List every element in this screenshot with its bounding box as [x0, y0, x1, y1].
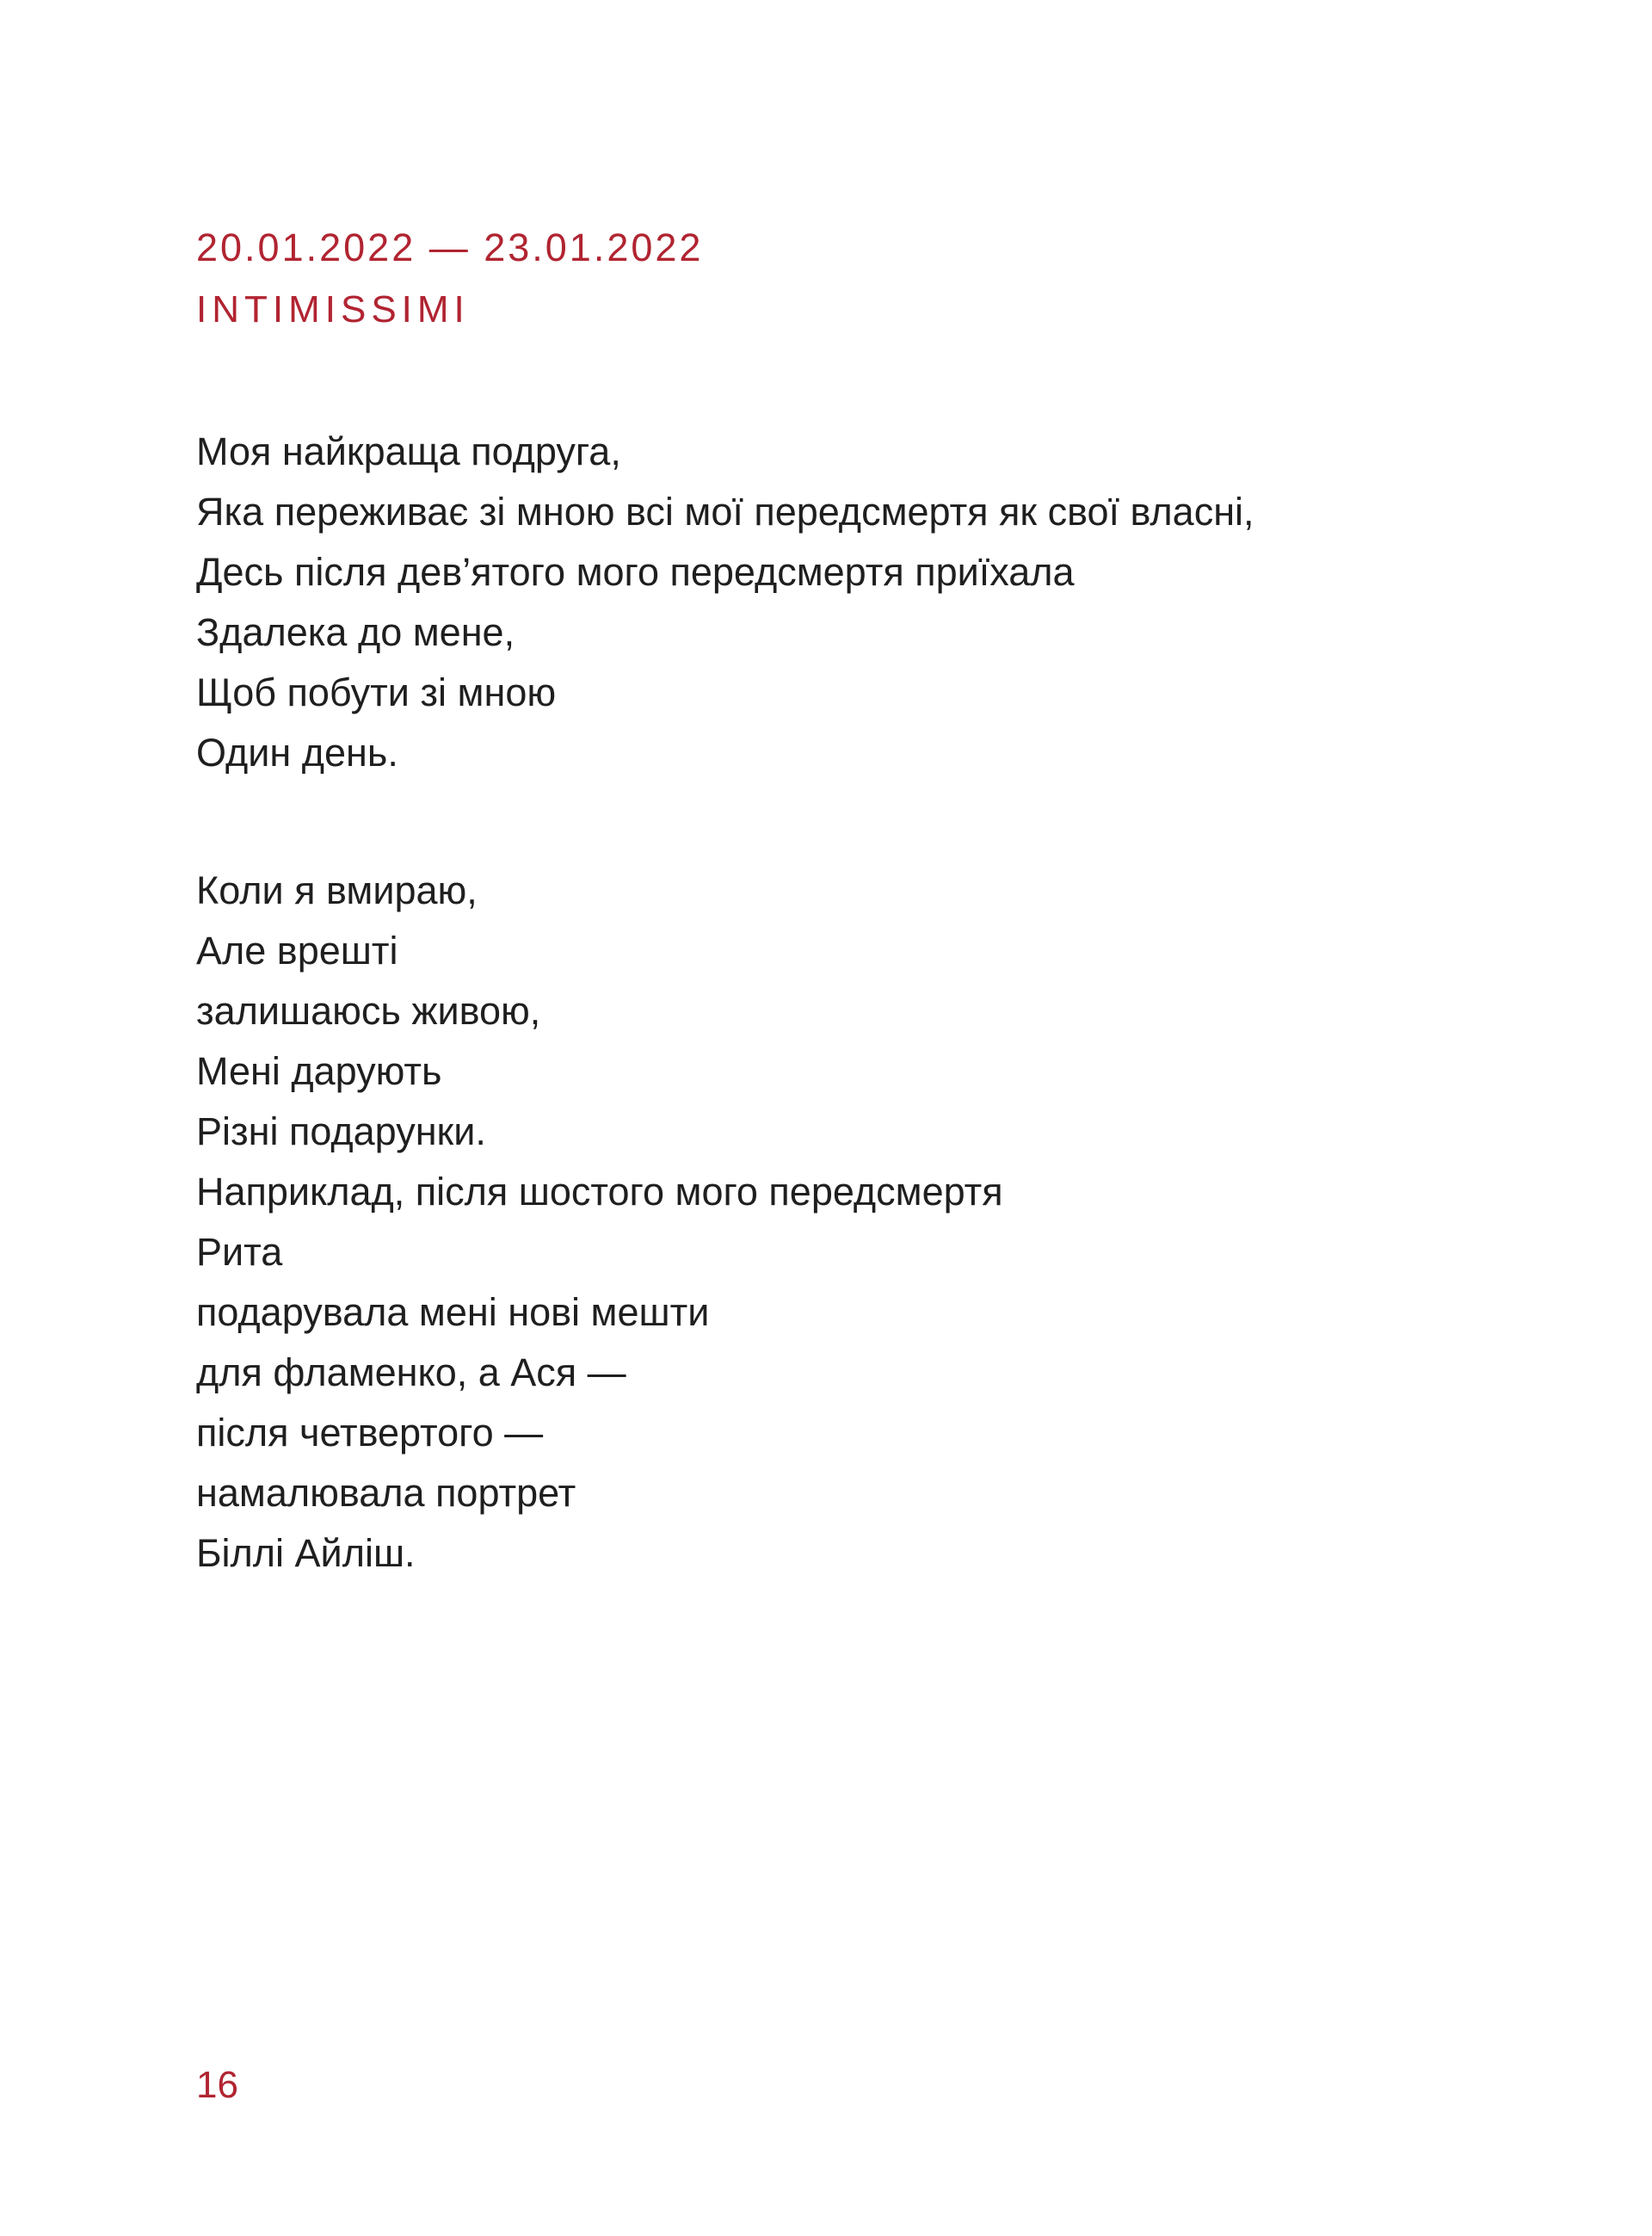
poem-line: намалювала портрет: [196, 1471, 576, 1515]
poem-line: Але врешті: [196, 929, 398, 973]
poem-line: після четвертого —: [196, 1411, 544, 1455]
poem-line: Наприклад, після шостого мого передсмертя: [196, 1170, 1003, 1214]
poem-line: Моя найкраща подруга,: [196, 429, 621, 473]
poem-line: залишаюсь живою,: [196, 989, 541, 1033]
poem-line: Біллі Айліш.: [196, 1531, 416, 1575]
date-range: 20.01.2022 — 23.01.2022: [196, 225, 704, 269]
poem-header: [196, 217, 703, 341]
poem-line: Здалека до мене,: [196, 610, 515, 654]
poem-line: Один день.: [196, 731, 398, 775]
page-number: 16: [196, 2064, 238, 2106]
poem-title: INTIMISSIMI: [196, 288, 470, 330]
poem-line: Мені дарують: [196, 1049, 442, 1093]
page-footer: [196, 2055, 238, 2116]
poem: [196, 422, 1254, 1584]
poem-line: Щоб побути зі мною: [196, 670, 557, 714]
poem-line: Яка переживає зі мною всі мої передсмертя як свої власні,: [196, 490, 1254, 534]
poem-line: Рита: [196, 1230, 283, 1274]
poem-stanza-1: [196, 422, 1254, 783]
poem-line: Різні подарунки.: [196, 1109, 486, 1153]
poem-line: подарувала мені нові мешти: [196, 1290, 710, 1334]
poem-line: для фламенко, а Ася —: [196, 1350, 626, 1394]
poem-line: Коли я вмираю,: [196, 868, 478, 912]
poem-line: Десь після дев’ятого мого передсмертя приїхала: [196, 550, 1075, 594]
poem-stanza-2: [196, 861, 1254, 1584]
